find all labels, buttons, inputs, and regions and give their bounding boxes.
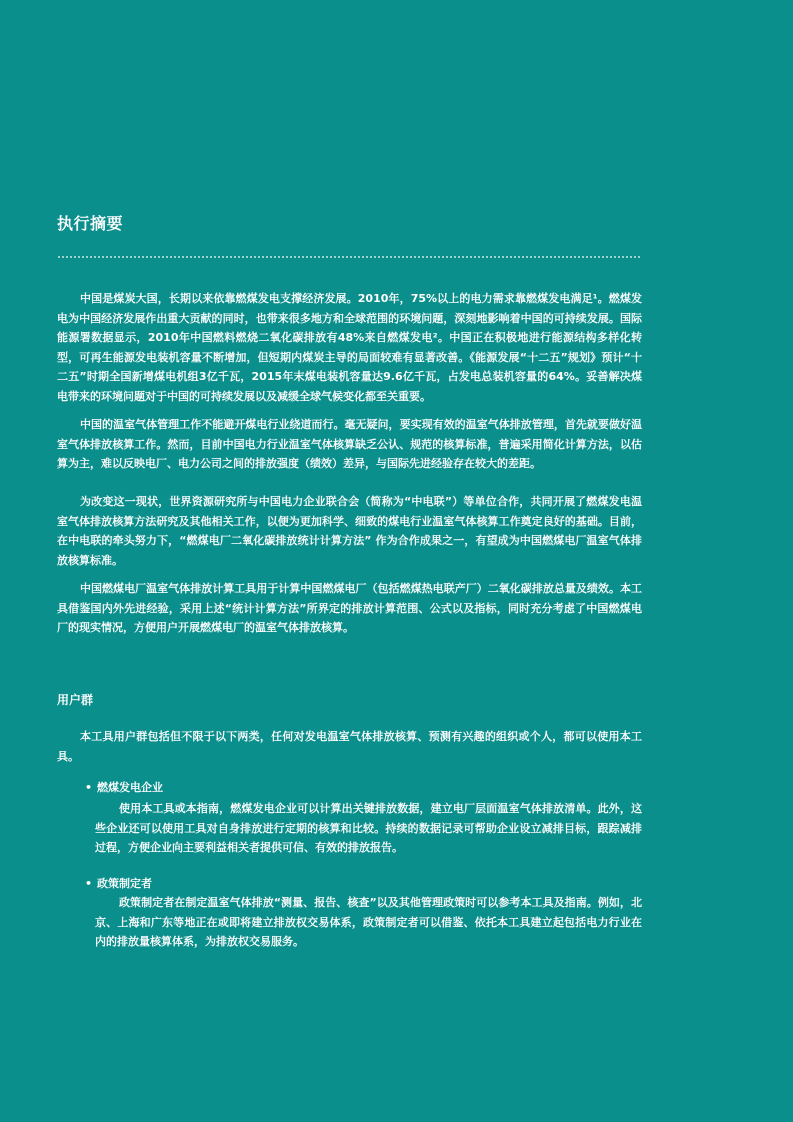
summary-paragraph-1: 中国是煤炭大国，长期以来依靠燃煤发电支撑经济发展。2010年，75%以上的电力需求靠燃煤发电满足¹。燃煤发电为中国经济发展作出重大贡献的同时，也带来很多地方和全球范围的环境问题，深刻地影响着中国的可持续发展。国际能源署数据显示，2010年中国燃料燃烧二氧化碳排放有48%来自燃煤发电²。中国正在积极地进行能源结构多样化转型，可再生能源发电装机容量不断增加，但短期内煤炭主导的局面较难有显著改善。《能源发展“十二五”规划》预计“十二五”时期全国新增煤电机组3亿千瓦，2015年末煤电装机容量达9.6亿千瓦，占发电总装机容量的64%。妥善解决煤电带来的环境问题对于中国的可持续发展以及减缓全球气候变化都至关重要。 bbox=[57, 292, 642, 403]
summary-paragraph-4: 中国燃煤电厂温室气体排放计算工具用于计算中国燃煤电厂（包括燃煤热电联产厂）二氧化碳排放总量及绩效。本工具借鉴国内外先进经验，采用上述“统计计算方法”所界定的排放计算范围、公式以及指标，同时充分考虑了中国燃煤电厂的现实情况，方便用户开展燃煤电厂的温室气体排放核算。 bbox=[57, 582, 642, 634]
summary-paragraph-3: 为改变这一现状，世界资源研究所与中国电力企业联合会（简称为“中电联”）等单位合作，共同开展了燃煤发电温室气体排放核算方法研究及其他相关工作，以便为更加科学、细致的煤电行业温室气体核算工作奠定良好的基础。目前，在中电联的牵头努力下，“燃煤电厂二氧化碳排放统计计算方法” 作为合作成果之一，有望成为中国燃煤电厂温室气体排放核算标准。 bbox=[57, 495, 642, 567]
dotted-divider bbox=[57, 256, 642, 258]
bullet-icon: • bbox=[85, 781, 93, 794]
bullet-heading-policy-makers bbox=[85, 875, 152, 893]
bullet-body-power-enterprises: 使用本工具或本指南，燃煤发电企业可以计算出关键排放数据，建立电厂层面温室气体排放清单。此外，这些企业还可以使用工具对自身排放进行定期的核算和比较。持续的数据记录可帮助企业设立减排目标，跟踪减排过程，方便企业向主要利益相关者提供可信、有效的排放报告。 bbox=[95, 802, 642, 854]
users-intro: 本工具用户群包括但不限于以下两类，任何对发电温室气体排放核算、预测有兴趣的组织或个人，都可以使用本工具。 bbox=[57, 730, 642, 763]
bullet-heading-text: 燃煤发电企业 bbox=[97, 781, 163, 794]
bullet-heading-text: 政策制定者 bbox=[97, 877, 152, 890]
summary-title: 执行摘要 bbox=[57, 214, 124, 233]
users-section-title: 用户群 bbox=[57, 693, 94, 707]
bullet-icon: • bbox=[85, 877, 93, 890]
summary-paragraph-2: 中国的温室气体管理工作不能避开煤电行业绕道而行。毫无疑问，要实现有效的温室气体排放管理，首先就要做好温室气体排放核算工作。然而，目前中国电力行业温室气体核算缺乏公认、规范的核算标准，普遍采用简化计算方法，以估算为主，难以反映电厂、电力公司之间的排放强度（绩效）差异，与国际先进经验存在较大的差距。 bbox=[57, 418, 642, 470]
bullet-heading-power-enterprises bbox=[85, 779, 163, 797]
bullet-body-policy-makers: 政策制定者在制定温室气体排放“测量、报告、核查”以及其他管理政策时可以参考本工具及指南。例如，北京、上海和广东等地正在或即将建立排放权交易体系，政策制定者可以借鉴、依托本工具建立起包括电力行业在内的排放量核算体系，为排放权交易服务。 bbox=[95, 896, 642, 948]
